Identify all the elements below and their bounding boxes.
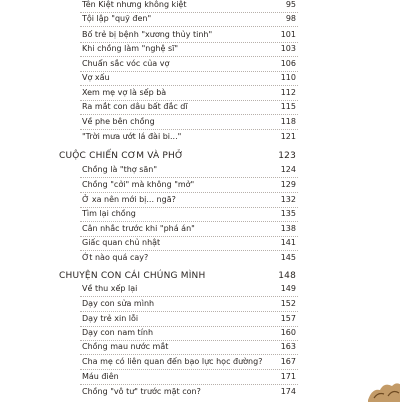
toc-entry-title: Khi chồng làm "nghệ sĩ" [82, 44, 179, 53]
divider [80, 71, 298, 72]
toc-entry-title: Giấc quan chủ nhật [82, 238, 161, 247]
divider [80, 250, 298, 251]
toc-entry-page: 112 [280, 88, 296, 97]
toc-entry-title: Ở xa nên mới bị... ngã? [82, 195, 176, 204]
divider [80, 236, 298, 237]
divider [80, 311, 298, 312]
toc-entry-title: Xem mẹ vợ là sếp bà [82, 88, 167, 97]
toc-entry [82, 328, 296, 338]
toc-entry-page: 157 [280, 314, 296, 323]
toc-entry-title: Bố trẻ bị bệnh "xương thủy tinh" [82, 30, 213, 39]
toc-entry-title: Vợ xấu [82, 73, 110, 82]
toc-entry-title: Chồng mau nước mắt [82, 342, 169, 351]
toc-entry-title: Ớt nào quá cay? [82, 253, 149, 262]
toc-entry-page: 152 [280, 299, 296, 308]
divider [80, 129, 298, 130]
decorative-scrap-graphic [366, 380, 400, 402]
toc-entry [82, 132, 296, 142]
toc-entry-title: Tội lập "quỹ đen" [82, 14, 152, 23]
toc-entry [82, 357, 296, 367]
divider [80, 326, 298, 327]
divider [80, 221, 298, 222]
toc-entry-title: Chồng "vô tư" trước mặt con? [82, 387, 201, 396]
toc-entry-title: Cân nhắc trước khi "phá án" [82, 224, 195, 233]
toc-entry-page: 101 [280, 30, 296, 39]
toc-entry [82, 253, 296, 263]
toc-entry [82, 165, 296, 175]
toc-entry-title: Chồng là "thợ săn" [82, 165, 158, 174]
section-page: 123 [278, 151, 296, 161]
divider [80, 384, 298, 385]
toc-entry-title: Tìm lại chồng [82, 209, 136, 218]
toc-entry-title: Tên Kiệt nhưng không kiệt [82, 0, 187, 9]
toc-entry-page: 149 [280, 284, 296, 293]
toc-entry [82, 30, 296, 40]
toc-entry-page: 163 [280, 342, 296, 351]
divider [80, 192, 298, 193]
toc-entry [82, 117, 296, 127]
toc-entry [82, 224, 296, 234]
toc-entry-page: 124 [280, 165, 296, 174]
section-heading [59, 151, 296, 162]
toc-entry-title: Chồng "cởi" mà không "mở" [82, 180, 195, 189]
toc-entry [82, 44, 296, 54]
toc-entry [82, 209, 296, 219]
toc-entry [82, 342, 296, 352]
toc-entry [82, 238, 296, 248]
divider [80, 85, 298, 86]
divider [80, 369, 298, 370]
divider [80, 354, 298, 355]
toc-entry-page: 129 [280, 180, 296, 189]
toc-entry-title: Máu điên [82, 372, 119, 381]
divider [80, 340, 298, 341]
toc-entry-page: 118 [280, 117, 296, 126]
toc-entry [82, 284, 296, 294]
toc-entry-page: 95 [285, 0, 296, 9]
toc-entry-title: Cha mẹ có liên quan đến bạo lực học đường? [82, 357, 263, 366]
divider [80, 177, 298, 178]
toc-entry [82, 314, 296, 324]
toc-entry-page: 138 [280, 224, 296, 233]
toc-entry [82, 14, 296, 24]
toc-entry-title: Dạy con nam tính [82, 328, 154, 337]
divider [80, 26, 298, 27]
section-heading [59, 271, 296, 282]
toc-entry [82, 88, 296, 98]
toc-entry-page: 121 [280, 132, 296, 141]
toc-entry [82, 0, 296, 10]
toc-entry-page: 141 [280, 238, 296, 247]
toc-entry [82, 195, 296, 205]
toc-entry-title: "Trời mưa ướt lá đài bi..." [82, 132, 182, 141]
divider [80, 56, 298, 57]
toc-entry-title: Chuẩn sắc vóc của vợ [82, 59, 170, 68]
toc-entry [82, 180, 296, 190]
divider [80, 296, 298, 297]
toc-entry-page: 174 [280, 387, 296, 396]
toc-entry [82, 387, 296, 397]
divider [80, 207, 298, 208]
toc-entry-title: Về phe bên chồng [82, 117, 155, 126]
toc-entry-page: 167 [280, 357, 296, 366]
toc-entry [82, 59, 296, 69]
divider [80, 42, 298, 43]
divider [80, 114, 298, 115]
toc-entry-page: 145 [280, 253, 296, 262]
toc-entry-title: Dạy con sửa mình [82, 299, 155, 308]
toc-entry-title: Ra mắt con dâu bất đắc dĩ [82, 102, 188, 111]
toc-entry [82, 102, 296, 112]
section-page: 148 [278, 271, 296, 281]
toc-entry-page: 98 [285, 14, 296, 23]
section-title: CHUYỆN CON CÁI CHÚNG MÌNH [59, 271, 206, 281]
section-title: CUỘC CHIẾN CƠM VÀ PHỞ [59, 151, 184, 161]
toc-entry [82, 73, 296, 83]
toc-entry [82, 299, 296, 309]
toc-entry-title: Về thu xếp lại [82, 284, 138, 293]
toc-entry-page: 132 [280, 195, 296, 204]
divider [80, 100, 298, 101]
toc-entry-page: 115 [280, 102, 296, 111]
toc-entry-page: 171 [280, 372, 296, 381]
divider [80, 12, 298, 13]
toc-entry-page: 110 [280, 73, 296, 82]
toc-entry-page: 106 [280, 59, 296, 68]
toc-entry-page: 103 [280, 44, 296, 53]
toc-entry [82, 372, 296, 382]
toc-entry-page: 135 [280, 209, 296, 218]
toc-entry-page: 160 [280, 328, 296, 337]
toc-entry-title: Dạy trẻ xin lỗi [82, 314, 139, 323]
